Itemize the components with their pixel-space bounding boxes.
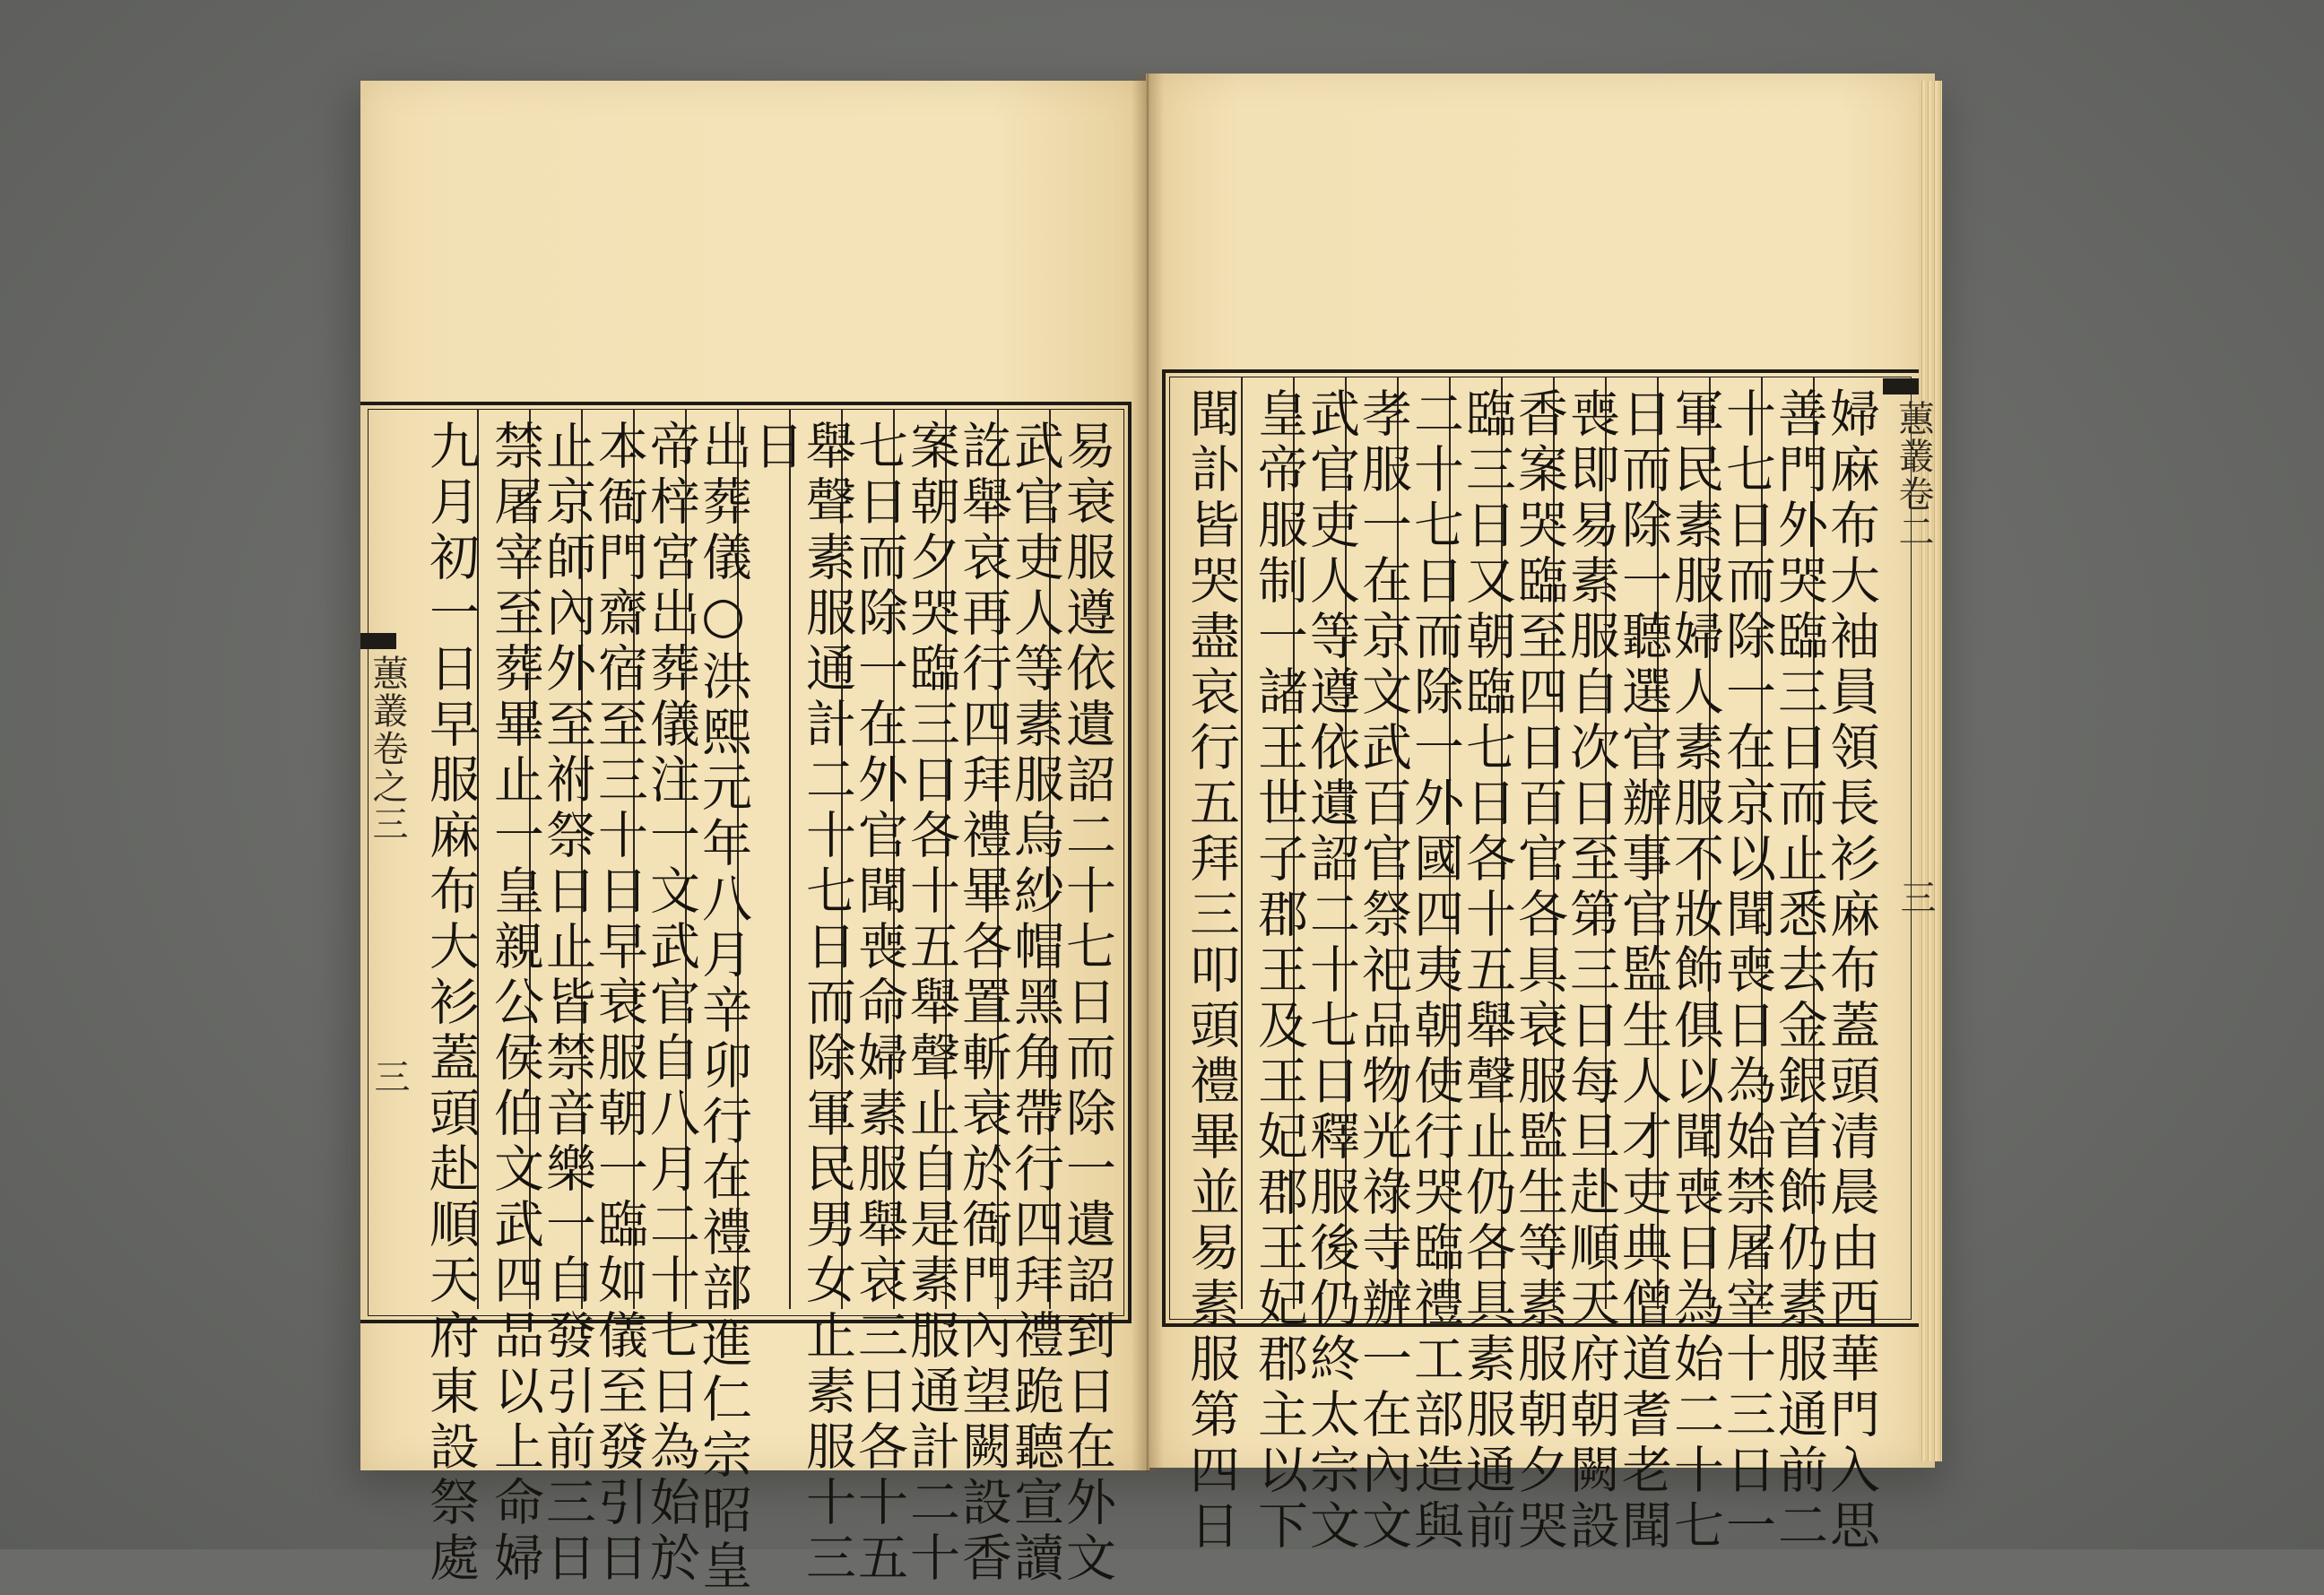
left-column-1: 易衰服遵依遺詔二十七日而除一遺詔到日在外文 [1058,420,1116,1587]
right-column-10: 孝服一在京文武百官祭祀品物光祿寺辦一在內文 [1354,387,1412,1555]
right-margin-block-mark [1883,378,1919,394]
column-rule [1241,377,1243,1309]
right-column-7: 香案哭臨至四日百官各具衰服監生等素服朝夕哭 [1510,387,1568,1555]
left-margin-block-mark [360,633,396,649]
book-gutter [1132,74,1164,1472]
left-column-9: 帝梓宮出葬儀注一文武官自八月二十七日為始於 [642,420,700,1587]
left-column-2: 武官吏人等素服烏紗帽黑角帶行四拜禮跪聽宣讀 [1006,420,1064,1587]
left-column-8: 出葬儀○洪熙元年八月辛卯行在禮部進仁宗昭皇 [694,420,752,1595]
left-margin-number: 三 [369,1058,410,1096]
left-margin-label: 蕙叢卷之三 [367,654,408,843]
right-column-1: 婦麻布大袖員領長衫麻布蓋頭清晨由西華門入思 [1822,387,1880,1555]
left-column-7: 日 [746,420,804,475]
right-column-5: 日而除一聽選官辦事官監生人才吏典僧道耆老聞 [1614,387,1672,1555]
left-column-5: 七日而除一在外官聞喪命婦素服舉哀三日各十五 [850,420,908,1587]
right-column-8: 臨三日又朝臨七日各十五舉聲止仍各具素服通前 [1458,387,1516,1555]
left-column-12: 禁屠宰至葬畢止一皇親公侯伯文武四品以上命婦 [486,420,544,1587]
right-column-13: 聞訃皆哭盡哀行五拜三叩頭禮畢並易素服第四日 [1182,387,1240,1555]
left-column-13: 九月初一日早服麻布大衫蓋頭赴順天府東設祭處 [421,420,480,1587]
right-column-11: 武官吏人等遵依遺詔二十七日釋服後仍終太宗文 [1302,387,1360,1555]
right-margin-number: 三 [1895,879,1936,916]
right-column-9: 二十七日而除一外國四夷朝使行哭臨禮工部造與 [1406,387,1464,1555]
right-margin-label: 蕙叢卷二 [1893,400,1934,550]
left-column-3: 訖舉哀再行四拜禮畢各置斬衰於衙門內望闕設香 [954,420,1012,1587]
right-page-edge [1919,81,1942,1461]
right-column-3: 十七日而除一在京以聞喪日為始禁屠宰十三日一 [1718,387,1776,1555]
left-column-6: 舉聲素服通計二十七日而除軍民男女止素服十三 [798,420,856,1587]
left-column-10: 本衙門齋宿至三十日早衰服朝一臨如儀至發引日 [590,420,648,1587]
left-column-4: 案朝夕哭臨三日各十五舉聲止自是素服通計二十 [902,420,960,1587]
left-column-11: 止京師內外至祔祭日止皆禁音樂一自發引前三日 [538,420,596,1587]
right-column-2: 善門外哭臨三日而止悉去金銀首飾仍素服通前二 [1770,387,1828,1555]
right-column-12: 皇帝服制一諸王世子郡王及王妃郡王妃郡主以下 [1250,387,1308,1555]
right-column-4: 軍民素服婦人素服不妝飾俱以聞喪日為始二十七 [1666,387,1724,1555]
right-column-6: 喪即易素服自次日至第三日每旦赴順天府朝闕設 [1562,387,1620,1555]
